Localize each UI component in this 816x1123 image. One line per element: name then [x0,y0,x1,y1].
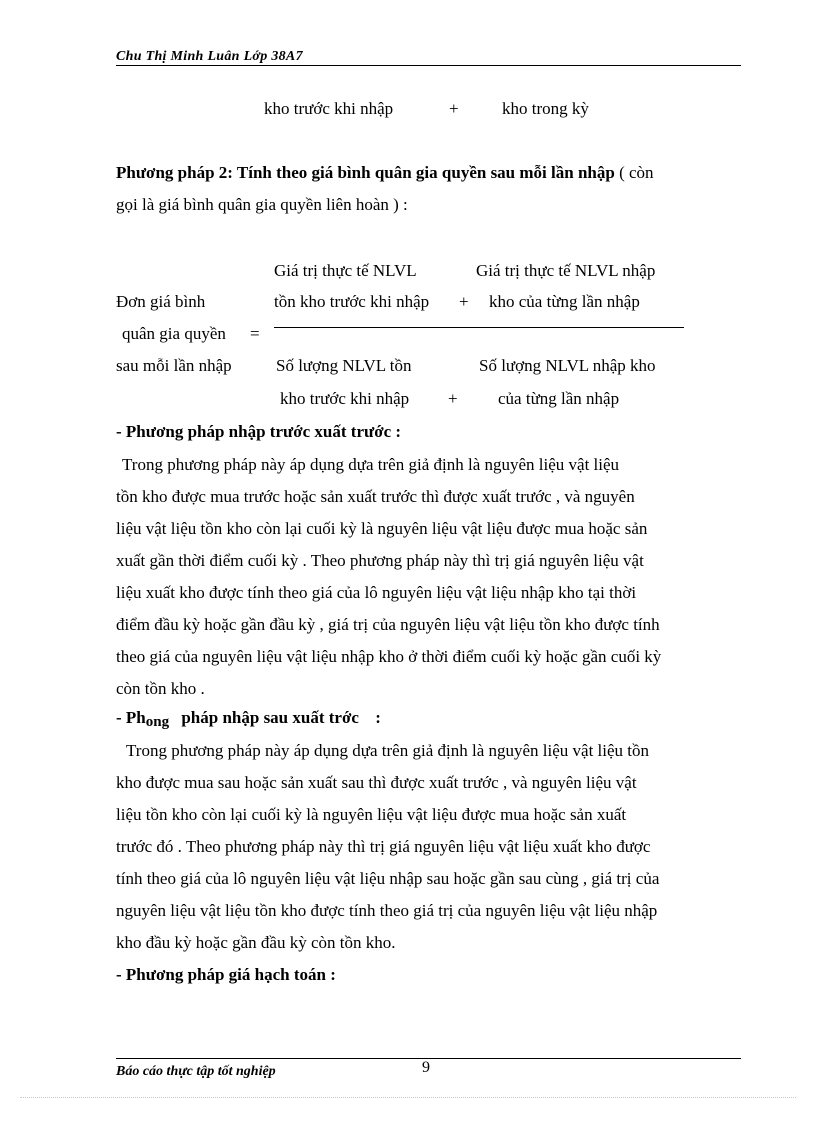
formula1-right: kho trong kỳ [502,99,589,118]
running-header: Chu Thị Minh Luân Lớp 38A7 [116,49,303,64]
fifo-line: liệu xuất kho được tính theo giá của lô nguyên liệu vật liệu nhập kho tại thời [116,583,637,602]
lifo-heading-d: : [375,708,381,727]
lifo-line: Trong phương pháp này áp dụng dựa trên giả định là nguyên liệu vật liệu tồn [126,741,650,760]
formula2-lhs-1: Đơn giá bình [116,292,206,311]
fifo-line: liệu vật liệu tồn kho còn lại cuối kỳ là nguyên liệu vật liệu được mua hoặc sản [116,519,648,538]
lifo-line: kho được mua sau hoặc sản xuất sau thì được xuất trước , và nguyên liệu vật [116,773,637,792]
formula2-num-right-2: kho của từng lần nhập [489,292,640,311]
fifo-line: theo giá của nguyên liệu vật liệu nhập kho ở thời điểm cuối kỳ hoặc gần cuối kỳ [116,647,662,666]
lifo-heading-a: - Ph [116,708,146,727]
formula2-lhs-3: sau mỗi lần nhập [116,356,232,375]
lifo-line: nguyên liệu vật liệu tồn kho được tính theo giá trị của nguyên liệu vật liệu nhập [116,901,658,920]
formula1-left: kho trước khi nhập [264,99,394,118]
fifo-paragraph [116,449,732,705]
accounting-price-heading: - Phương pháp giá hạch toán : [116,965,336,984]
running-footer: Báo cáo thực tập tốt nghiệp [116,1064,276,1079]
formula2-num-left-1: Giá trị thực tế NLVL [274,261,417,280]
fifo-line: Trong phương pháp này áp dụng dựa trên giả định là nguyên liệu vật liệu [122,455,620,474]
formula2-equals: = [250,324,260,343]
formula2-den-right-2: của từng lần nhập [498,389,620,408]
formula2-den-left-1: Số lượng NLVL tồn [276,356,412,375]
fifo-line: còn tồn kho . [116,679,205,698]
formula2-lhs-2: quân gia quyền [122,324,226,343]
fraction-bar [274,327,684,328]
lifo-line: kho đầu kỳ hoặc gần đầu kỳ còn tồn kho. [116,933,396,952]
header-rule [116,65,741,66]
lifo-heading-b: ong [145,714,170,730]
lifo-line: trước đó . Theo phương pháp này thì trị giá nguyên liệu vật liệu xuất kho được [116,837,651,856]
formula2-den-right-1: Số lượng NLVL nhập kho [479,356,656,375]
method2-title-rest: ( còn [614,163,654,182]
lifo-heading [116,708,381,729]
formula2-den-plus: + [448,389,458,408]
fifo-line: xuất gần thời điểm cuối kỳ . Theo phương pháp này thì trị giá nguyên liệu vật [116,551,644,570]
page-number: 9 [422,1059,430,1076]
formula2-num-right-1: Giá trị thực tế NLVL nhập [476,261,656,280]
lifo-line: tính theo giá của lô nguyên liệu vật liệu nhập sau hoặc gần sau cùng , giá trị của [116,869,660,888]
formula2-num-plus: + [459,292,469,311]
formula1-plus: + [449,99,459,118]
method2-title-bold: Phương pháp 2: Tính theo giá bình quân gia quyền sau mỗi lần nhập [116,163,615,182]
page-bottom-dotted-line [20,1097,796,1098]
fifo-line: tồn kho được mua trước hoặc sản xuất trước thì được xuất trước , và nguyên [116,487,635,506]
fifo-line: điểm đầu kỳ hoặc gần đầu kỳ , giá trị của nguyên liệu vật liệu tồn kho được tính [116,615,660,634]
lifo-paragraph [116,735,732,959]
formula2-num-left-2: tồn kho trước khi nhập [274,292,430,311]
formula2-den-left-2: kho trước khi nhập [280,389,410,408]
lifo-heading-c: pháp nhập sau xuất trớc [181,708,359,727]
method2-title-line2: gọi là giá bình quân gia quyền liên hoàn ) : [116,195,408,214]
method2-title [116,163,654,183]
lifo-line: liệu tồn kho còn lại cuối kỳ là nguyên liệu vật liệu được mua hoặc sản xuất [116,805,627,824]
fifo-heading: - Phương pháp nhập trước xuất trước : [116,422,402,441]
